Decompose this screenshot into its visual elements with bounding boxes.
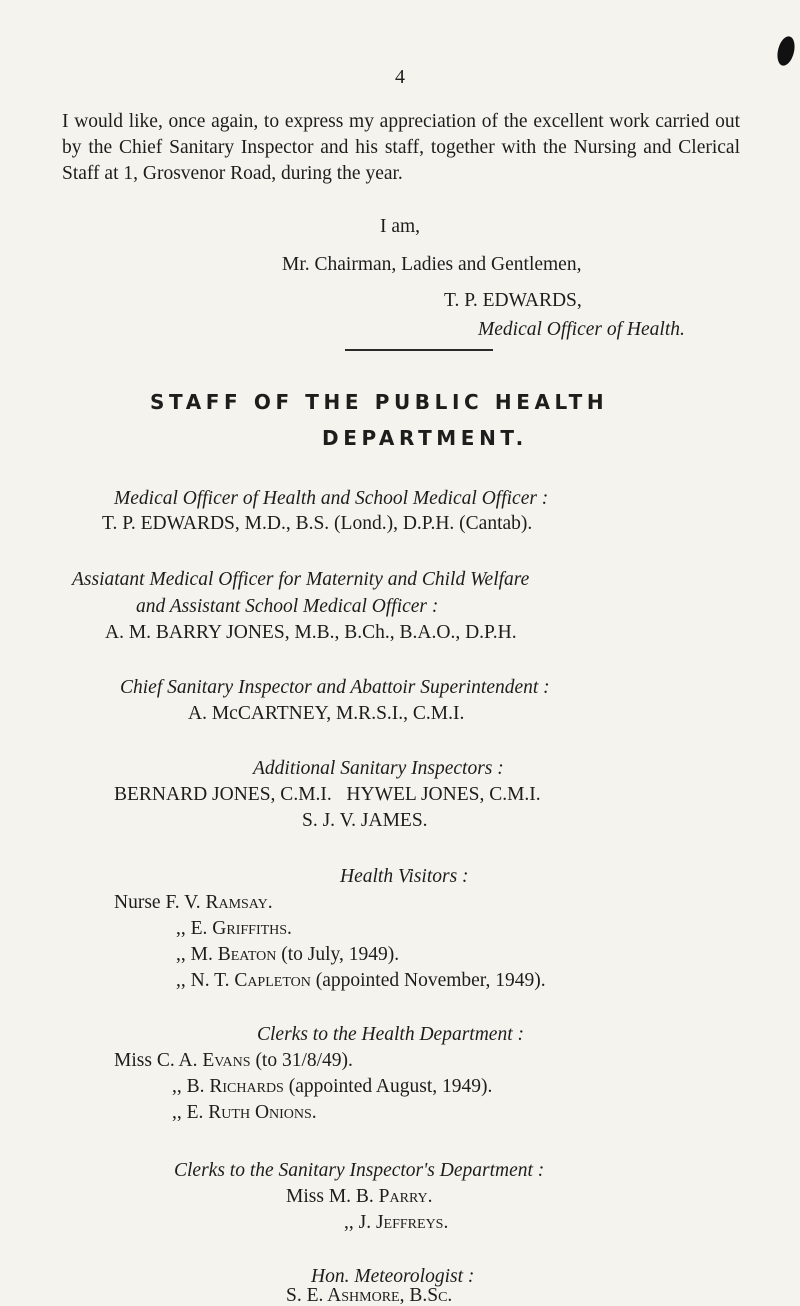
row-prefix: ,, — [176, 944, 186, 965]
row-prefix: ,, — [344, 1212, 354, 1233]
csi-title: Chief Sanitary Inspector and Abattoir Superintendent : — [120, 677, 550, 698]
clerk-row — [286, 1186, 433, 1208]
row-prefix: Nurse — [114, 892, 161, 913]
row-prefix: Miss — [286, 1186, 324, 1207]
row-prefix: ,, — [176, 970, 186, 991]
row-name: B. Richards — [186, 1076, 284, 1097]
clerk-row — [172, 1076, 492, 1098]
row-prefix: ,, — [176, 918, 186, 939]
divider-rule — [345, 349, 493, 351]
row-name: J. Jeffreys. — [358, 1212, 449, 1233]
staff-heading-line1: STAFF OF THE PUBLIC HEALTH — [150, 390, 609, 414]
row-prefix: Miss — [114, 1050, 152, 1071]
row-name: E. Ruth Onions. — [186, 1102, 317, 1123]
staff-heading-line2: DEPARTMENT. — [322, 426, 528, 450]
row-note: (appointed November, 1949). — [315, 970, 546, 991]
letter-salutation: Mr. Chairman, Ladies and Gentlemen, — [282, 254, 582, 275]
page-number: 4 — [395, 66, 405, 88]
signature-name: T. P. EDWARDS, — [444, 290, 582, 311]
letter-paragraph: I would like, once again, to express my appreciation of the excellent work carried out by the Chief Sanitary Inspector and his staff, together with the Nursing and Clerical Staff at 1, Grosvenor Road, during the year. — [62, 111, 740, 184]
additional-inspectors-title: Additional Sanitary Inspectors : — [253, 758, 504, 779]
clerk-row — [344, 1212, 448, 1234]
health-visitor-row — [176, 970, 546, 992]
clerks-health-title: Clerks to the Health Department : — [257, 1024, 524, 1045]
health-visitor-row — [176, 918, 292, 940]
row-note: (appointed August, 1949). — [288, 1076, 493, 1097]
row-note: (to 31/8/49). — [255, 1050, 353, 1071]
row-name: F. V. Ramsay. — [165, 892, 273, 913]
asst-moh-name: A. M. BARRY JONES, M.B., B.Ch., B.A.O., D.P.H. — [105, 622, 517, 643]
row-name: M. B. Parry. — [328, 1186, 433, 1207]
additional-inspector-james: S. J. V. JAMES. — [302, 810, 428, 831]
row-prefix: ,, — [172, 1102, 182, 1123]
moh-title: Medical Officer of Health and School Medical Officer : — [114, 488, 549, 509]
meteorologist-name: S. E. Ashmore, B.Sc. — [286, 1285, 453, 1306]
row-name: M. Beaton — [190, 944, 277, 965]
clerk-row — [114, 1050, 353, 1072]
signature-title: Medical Officer of Health. — [478, 319, 685, 340]
row-note: (to July, 1949). — [281, 944, 400, 965]
row-name: C. A. Evans — [156, 1050, 251, 1071]
health-visitors-title: Health Visitors : — [340, 866, 469, 887]
clerk-row — [172, 1102, 317, 1124]
letter-closing: I am, — [379, 216, 421, 237]
row-name: N. T. Capleton — [190, 970, 311, 991]
csi-name: A. McCARTNEY, M.R.S.I., C.M.I. — [188, 703, 465, 724]
asst-moh-title-line2: and Assistant School Medical Officer : — [136, 596, 439, 617]
asst-moh-title-line1: Assiatant Medical Officer for Maternity and Child Welfare — [72, 569, 530, 590]
row-prefix: ,, — [172, 1076, 182, 1097]
health-visitor-row — [114, 892, 273, 914]
ink-blot — [775, 35, 798, 68]
additional-inspectors-names: BERNARD JONES, C.M.I. HYWEL JONES, C.M.I. — [114, 784, 541, 805]
moh-name: T. P. EDWARDS, M.D., B.S. (Lond.), D.P.H. (Cantab). — [102, 513, 533, 534]
health-visitor-row — [176, 944, 399, 966]
clerks-sanitary-title: Clerks to the Sanitary Inspector's Department : — [174, 1160, 545, 1181]
meteorologist-title: Hon. Meteorologist : — [311, 1266, 475, 1287]
row-name: E. Griffiths. — [190, 918, 292, 939]
